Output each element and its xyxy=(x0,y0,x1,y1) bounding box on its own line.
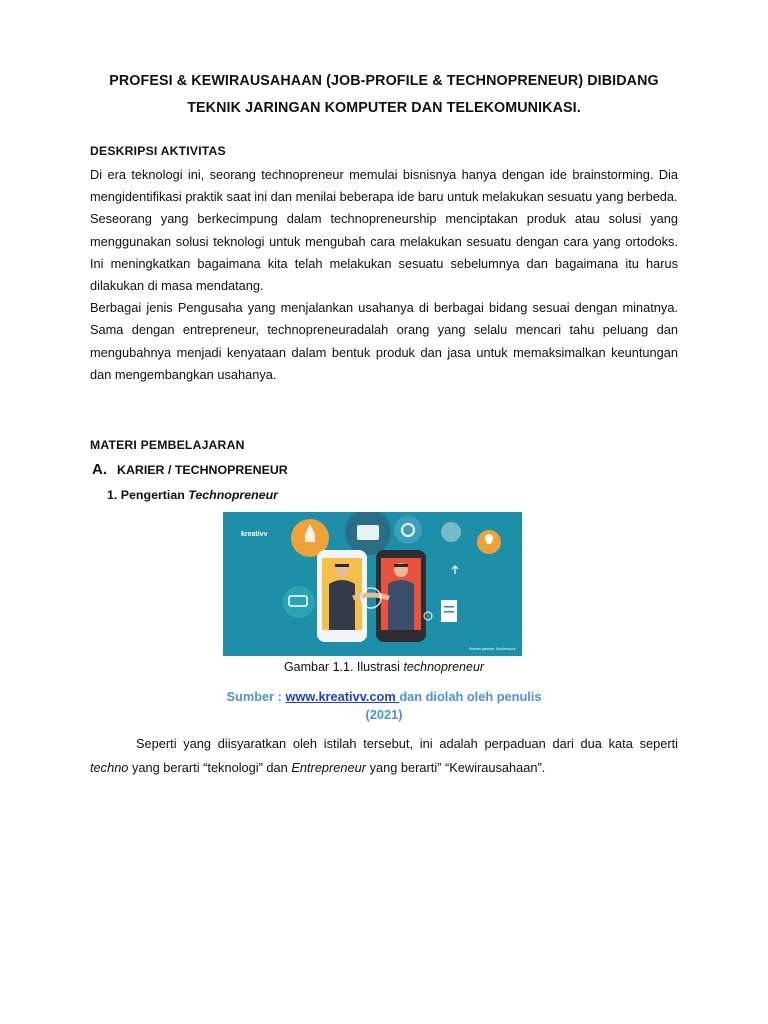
caption-prefix: Gambar 1.1. Ilustrasi xyxy=(283,660,404,674)
brand-text: kreativv xyxy=(241,531,268,538)
source-year: (2021) xyxy=(365,707,403,722)
kreativv-logo xyxy=(241,531,268,538)
closing-part-3: yang berarti” “Kewirausahaan”. xyxy=(366,760,546,775)
deskripsi-heading: DESKRIPSI AKTIVITAS xyxy=(90,144,226,158)
source-prefix: Sumber : xyxy=(226,689,286,704)
person-left-body xyxy=(329,580,355,630)
document-line-2 xyxy=(444,611,454,613)
closing-italic-entrepreneur: Entrepreneur xyxy=(291,760,367,775)
deskripsi-paragraph-2: Seseorang yang berkecimpung dalam technopreneurship menciptakan produk atau solusi yang menggunakan solusi teknologi untuk mengubah cara melakukan sesuatu dengan cara yang ortodoks. Ini meningkatkan bagaimana kita telah melakukan sesuatu sebelumnya dan bagaimana itu harus dilakukan di masa mendatang. xyxy=(90,211,678,294)
deskripsi-body xyxy=(90,164,678,386)
section-a-heading xyxy=(92,461,288,478)
image-credit: Sumber gambar: Shutterstock xyxy=(469,647,516,651)
document-title xyxy=(78,68,690,122)
caption-italic: technopreneur xyxy=(403,660,485,674)
person-right-body xyxy=(388,580,414,630)
deskripsi-paragraph-3: Berbagai jenis Pengusaha yang menjalankan usahanya di berbagai bidang sesuai dengan minatnya. Sama dengan entrepreneur, technopreneuradalah orang yang selalu mencari tahu peluang dan mengubahnya menjadi kenyataan dalam bentuk produk dan jasa untuk memaksimalkan keuntungan dan mengembangkan usahanya. xyxy=(90,300,678,382)
closing-italic-techno: techno xyxy=(90,760,129,775)
person-right-hair xyxy=(394,564,408,567)
technopreneur-illustration xyxy=(223,512,522,656)
title-line-2: TEKNIK JARINGAN KOMPUTER DAN TELEKOMUNIKASI. xyxy=(187,100,581,116)
closing-part-2: yang berarti “teknologi” dan xyxy=(128,760,292,775)
security-icon-circle xyxy=(283,586,315,618)
subsection-1-heading xyxy=(107,488,278,502)
source-suffix: dan diolah oleh penulis xyxy=(399,689,542,704)
figure-caption xyxy=(0,660,768,674)
section-a-letter: A. xyxy=(92,461,107,478)
person-left-hair xyxy=(335,564,349,567)
decor-circle xyxy=(441,522,461,542)
materi-heading: MATERI PEMBELAJARAN xyxy=(90,438,245,452)
illustration-svg xyxy=(223,512,522,656)
subsection-1-italic: Technopreneur xyxy=(188,488,278,502)
figure-source xyxy=(0,688,768,724)
closing-paragraph xyxy=(90,732,678,780)
source-link[interactable]: www.kreativv.com xyxy=(285,689,400,704)
title-line-1: PROFESI & KEWIRAUSAHAAN (JOB-PROFILE & TECHNOPRENEUR) DIBIDANG xyxy=(109,73,659,89)
document-line-1 xyxy=(444,606,454,608)
deskripsi-paragraph-1: Di era teknologi ini, seorang technopreneur memulai bisnisnya hanya dengan ide brainstorming. Dia mengidentifikasi praktik saat ini dan menilai beberapa ide baru untuk melakukan sesuatu yang berbeda. xyxy=(90,167,678,205)
gear-icon-circle xyxy=(394,516,422,544)
closing-part-1: Seperti yang diisyaratkan oleh istilah tersebut, ini adalah perpaduan dari dua kata seperti xyxy=(136,736,678,751)
briefcase-icon xyxy=(357,525,379,540)
section-a-title: KARIER / TECHNOPRENEUR xyxy=(117,463,288,477)
subsection-1-number: 1. Pengertian xyxy=(107,488,189,502)
